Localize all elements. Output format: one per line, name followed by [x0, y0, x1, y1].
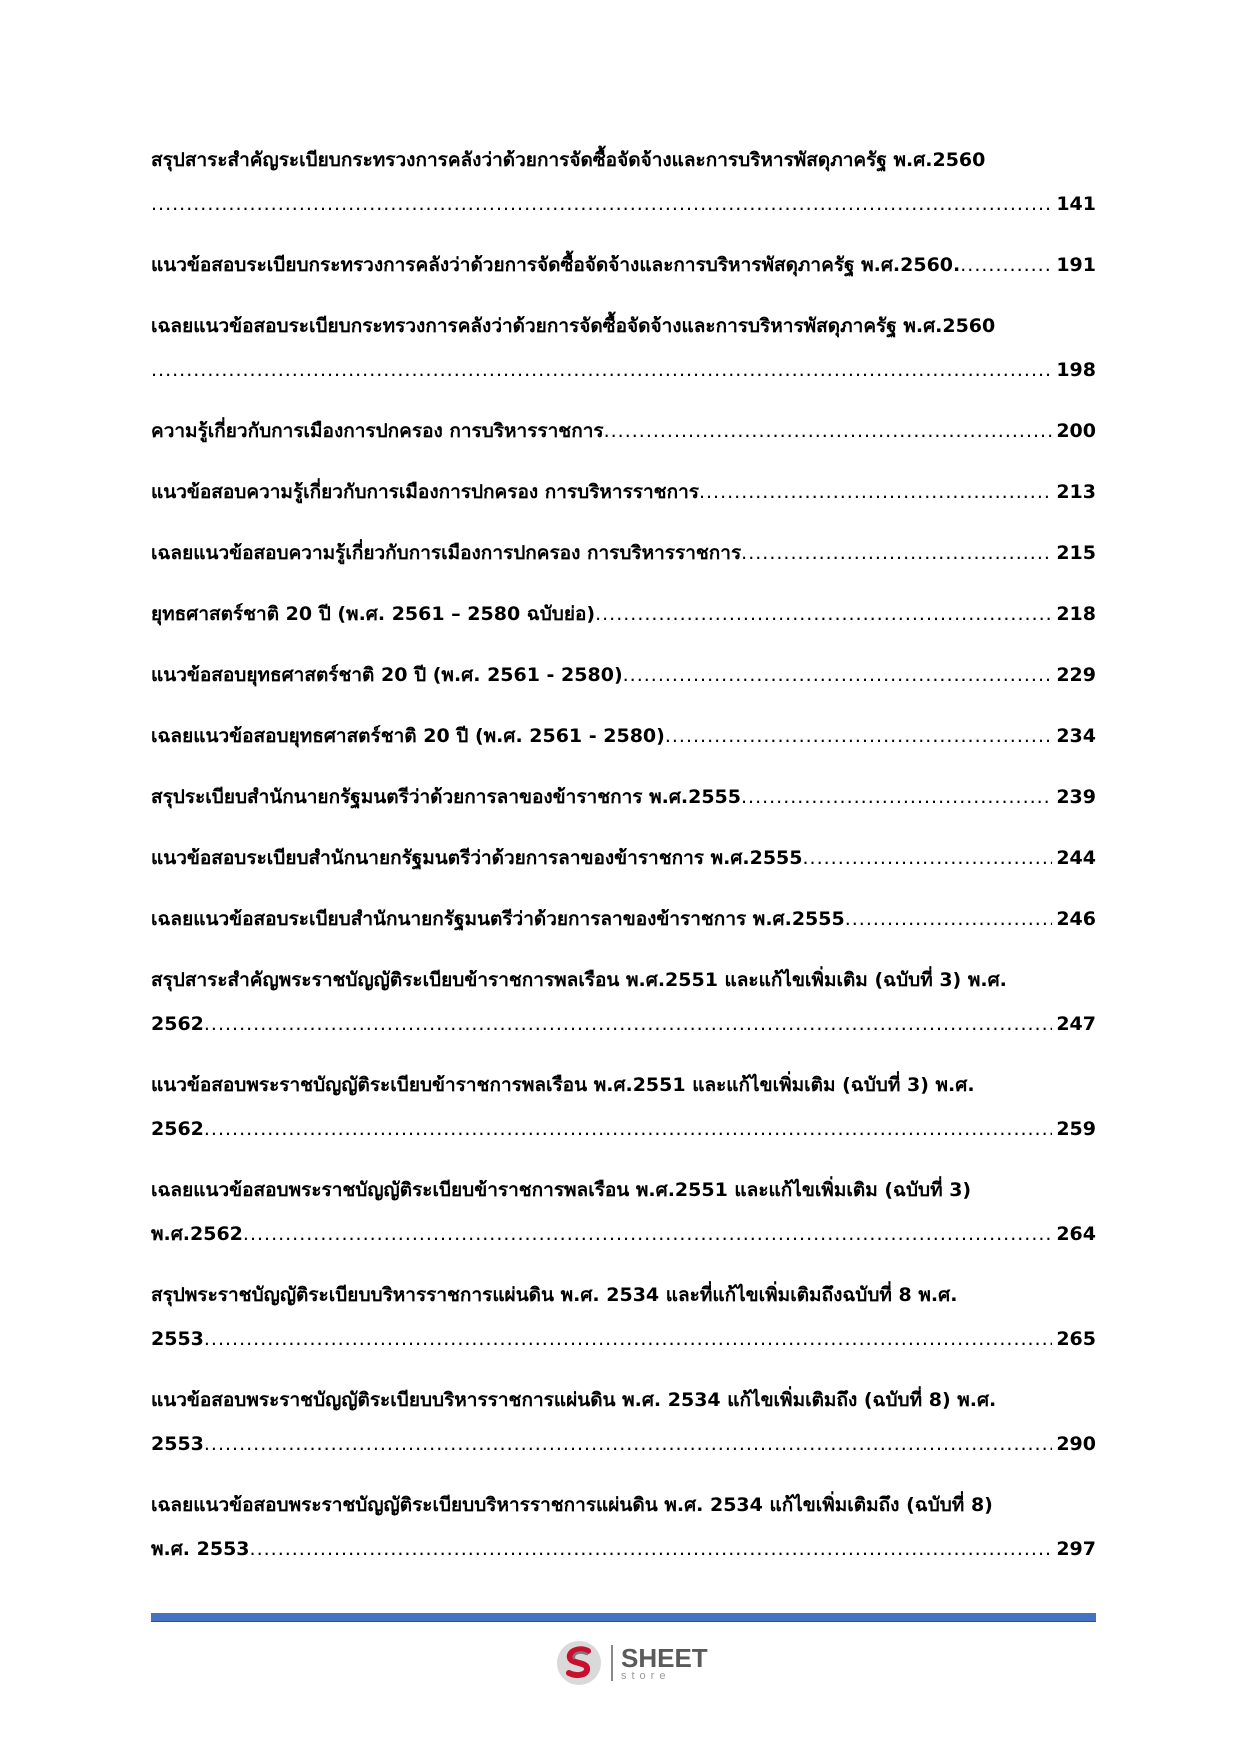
- toc-entry-title-end: แนวข้อสอบระเบียบสำนักนายกรัฐมนตรีว่าด้วยการลาของข้าราชการ พ.ศ.2555: [151, 847, 803, 869]
- toc-dot-leader: [845, 897, 1053, 941]
- toc-entry-line: [151, 836, 1096, 880]
- toc-entry-line: [151, 470, 1096, 514]
- toc-page-number: 141: [1056, 193, 1096, 215]
- toc-entry-title-end: พ.ศ.2562: [151, 1223, 243, 1245]
- toc-entry[interactable]: [151, 958, 1096, 1046]
- toc-dot-leader: [243, 1212, 1052, 1256]
- toc-entry-title-end: 2562: [151, 1118, 204, 1140]
- toc-dot-leader: [204, 1107, 1052, 1151]
- toc-entry-title: เฉลยแนวข้อสอบระเบียบกระทรวงการคลังว่าด้วยการจัดซื้อจัดจ้างและการบริหารพัสดุภาครัฐ พ.ศ.2560: [151, 315, 996, 337]
- toc-page-number: 229: [1056, 664, 1096, 686]
- toc-entry-title-end: ความรู้เกี่ยวกับการเมืองการปกครอง การบริหารราชการ: [151, 420, 604, 442]
- logo-brand: [621, 1642, 708, 1682]
- toc-entry-title-end: เฉลยแนวข้อสอบยุทธศาสตร์ชาติ 20 ปี (พ.ศ. 2561 - 2580): [151, 725, 665, 747]
- toc-entry-line: [151, 1212, 1096, 1256]
- toc-entry-line: [151, 1317, 1096, 1361]
- toc-entry-title-end: ยุทธศาสตร์ชาติ 20 ปี (พ.ศ. 2561 – 2580 ฉบับย่อ): [151, 603, 596, 625]
- toc-dot-leader: [604, 409, 1053, 453]
- logo-brand-name: SHEET: [621, 1642, 708, 1673]
- sheet-store-s-logo-icon: [555, 1639, 603, 1687]
- toc-entry-line: [151, 897, 1096, 941]
- toc-entry-title: สรุปสาระสำคัญพระราชบัญญัติระเบียบข้าราชการพลเรือน พ.ศ.2551 และแก้ไขเพิ่มเติม (ฉบับที่ 3) พ.ศ.: [151, 969, 1007, 991]
- toc-entry[interactable]: [151, 470, 1096, 514]
- logo-separator: [611, 1645, 613, 1681]
- footer-logo: [555, 1638, 725, 1688]
- toc-entry-line: [151, 592, 1096, 636]
- toc-entry-line: [151, 182, 1096, 226]
- toc-entry[interactable]: [151, 1273, 1096, 1361]
- toc-dot-leader: [803, 836, 1053, 880]
- toc-entry-line: [151, 1422, 1096, 1466]
- toc-dot-leader: [665, 714, 1052, 758]
- toc-page-number: 264: [1056, 1223, 1096, 1245]
- toc-dot-leader: [623, 653, 1053, 697]
- toc-entry-title-end: 2553: [151, 1433, 204, 1455]
- toc-page-number: 215: [1056, 542, 1096, 564]
- toc-entry[interactable]: [151, 1483, 1096, 1571]
- toc-entry-line: [151, 775, 1096, 819]
- toc-entry[interactable]: [151, 714, 1096, 758]
- toc-dot-leader: [204, 1002, 1052, 1046]
- toc-entry[interactable]: [151, 1168, 1096, 1256]
- table-of-contents: [151, 138, 1096, 1588]
- toc-page-number: 247: [1056, 1013, 1096, 1035]
- logo-brand-sub: store: [621, 1669, 671, 1682]
- toc-page-number: 239: [1056, 786, 1096, 808]
- toc-entry[interactable]: [151, 653, 1096, 697]
- toc-entry-line: [151, 243, 1096, 287]
- toc-dot-leader: [699, 470, 1052, 514]
- toc-entry[interactable]: [151, 1063, 1096, 1151]
- toc-page-number: 290: [1056, 1433, 1096, 1455]
- toc-dot-leader: [204, 1317, 1052, 1361]
- toc-entry[interactable]: [151, 138, 1096, 226]
- toc-dot-leader: [151, 348, 1052, 392]
- toc-entry[interactable]: [151, 531, 1096, 575]
- toc-dot-leader: [151, 182, 1052, 226]
- toc-entry-title-end: พ.ศ. 2553: [151, 1538, 250, 1560]
- toc-entry-line: [151, 1107, 1096, 1151]
- toc-entry[interactable]: [151, 243, 1096, 287]
- toc-entry-title: สรุปพระราชบัญญัติระเบียบบริหารราชการแผ่นดิน พ.ศ. 2534 และที่แก้ไขเพิ่มเติมถึงฉบับที่ 8 พ.ศ.: [151, 1284, 958, 1306]
- toc-entry-line: [151, 409, 1096, 453]
- toc-entry-title-end: สรุประเบียบสำนักนายกรัฐมนตรีว่าด้วยการลาของข้าราชการ พ.ศ.2555: [151, 786, 741, 808]
- toc-page-number: 234: [1056, 725, 1096, 747]
- toc-entry-title-end: 2562: [151, 1013, 204, 1035]
- toc-page-number: 297: [1056, 1538, 1096, 1560]
- toc-entry-title-end: แนวข้อสอบระเบียบกระทรวงการคลังว่าด้วยการจัดซื้อจัดจ้างและการบริหารพัสดุภาครัฐ พ.ศ.2560.: [151, 254, 961, 276]
- toc-entry-title: เฉลยแนวข้อสอบพระราชบัญญัติระเบียบข้าราชการพลเรือน พ.ศ.2551 และแก้ไขเพิ่มเติม (ฉบับที่ 3): [151, 1179, 972, 1201]
- toc-entry-line: [151, 714, 1096, 758]
- toc-page-number: 198: [1056, 359, 1096, 381]
- toc-entry[interactable]: [151, 897, 1096, 941]
- toc-entry-line: [151, 1527, 1096, 1571]
- toc-entry-line: [151, 653, 1096, 697]
- toc-page-number: 191: [1056, 254, 1096, 276]
- footer-rule: [151, 1613, 1096, 1622]
- toc-entry[interactable]: [151, 775, 1096, 819]
- toc-dot-leader: [204, 1422, 1052, 1466]
- toc-page-number: 218: [1056, 603, 1096, 625]
- toc-entry-title: แนวข้อสอบพระราชบัญญัติระเบียบข้าราชการพลเรือน พ.ศ.2551 และแก้ไขเพิ่มเติม (ฉบับที่ 3) พ.ศ.: [151, 1074, 975, 1096]
- toc-entry-title-end: แนวข้อสอบความรู้เกี่ยวกับการเมืองการปกครอง การบริหารราชการ: [151, 481, 699, 503]
- toc-entry-title-end: เฉลยแนวข้อสอบระเบียบสำนักนายกรัฐมนตรีว่าด้วยการลาของข้าราชการ พ.ศ.2555: [151, 908, 845, 930]
- toc-dot-leader: [741, 531, 1052, 575]
- toc-entry-title-end: 2553: [151, 1328, 204, 1350]
- toc-page-number: 265: [1056, 1328, 1096, 1350]
- toc-entry-title: เฉลยแนวข้อสอบพระราชบัญญัติระเบียบบริหารราชการแผ่นดิน พ.ศ. 2534 แก้ไขเพิ่มเติมถึง (ฉบับที่ 8): [151, 1494, 993, 1516]
- toc-entry-title-end: แนวข้อสอบยุทธศาสตร์ชาติ 20 ปี (พ.ศ. 2561 - 2580): [151, 664, 623, 686]
- toc-dot-leader: [741, 775, 1052, 819]
- toc-entry-line: [151, 531, 1096, 575]
- toc-entry[interactable]: [151, 592, 1096, 636]
- toc-entry-title: แนวข้อสอบพระราชบัญญัติระเบียบบริหารราชการแผ่นดิน พ.ศ. 2534 แก้ไขเพิ่มเติมถึง (ฉบับที่ 8) พ.ศ.: [151, 1389, 997, 1411]
- toc-page-number: 259: [1056, 1118, 1096, 1140]
- toc-page-number: 213: [1056, 481, 1096, 503]
- toc-entry-line: [151, 1002, 1096, 1046]
- toc-entry[interactable]: [151, 836, 1096, 880]
- toc-dot-leader: [960, 243, 1052, 287]
- toc-dot-leader: [595, 592, 1052, 636]
- toc-entry[interactable]: [151, 304, 1096, 392]
- toc-entry-title-end: เฉลยแนวข้อสอบความรู้เกี่ยวกับการเมืองการปกครอง การบริหารราชการ: [151, 542, 742, 564]
- toc-entry[interactable]: [151, 1378, 1096, 1466]
- toc-entry-title: สรุปสาระสำคัญระเบียบกระทรวงการคลังว่าด้วยการจัดซื้อจัดจ้างและการบริหารพัสดุภาครัฐ พ.ศ.2560: [151, 149, 986, 171]
- toc-page-number: 246: [1056, 908, 1096, 930]
- toc-entry[interactable]: [151, 409, 1096, 453]
- toc-entry-line: [151, 348, 1096, 392]
- toc-page-number: 200: [1056, 420, 1096, 442]
- toc-dot-leader: [250, 1527, 1053, 1571]
- toc-page-number: 244: [1056, 847, 1096, 869]
